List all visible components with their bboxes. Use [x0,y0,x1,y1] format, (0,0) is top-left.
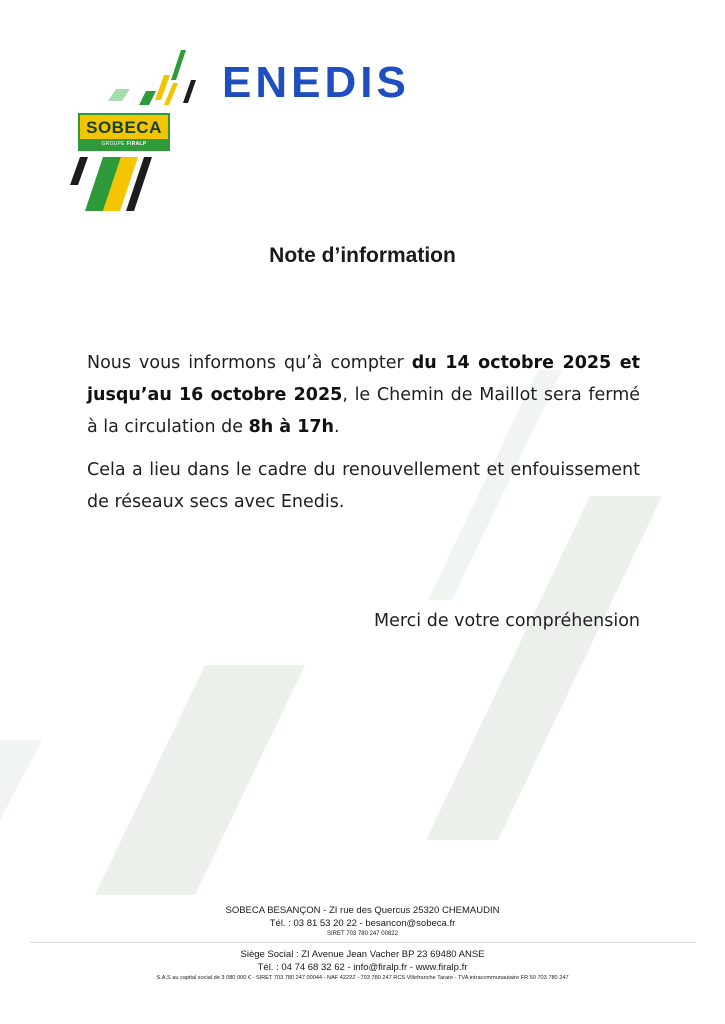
document-title: Note d’information [269,244,456,267]
sobeca-logo-text: SOBECA [86,118,162,137]
info-paragraph-reason: Cela a lieu dans le cadre du renouvellement et enfouissement de réseaux secs avec Enedis. [87,460,640,512]
closure-hours: 8h à 17h [248,417,335,437]
footer-agency-siret: SIRET 703 780 247 00822 [327,931,398,937]
thanks-line: Merci de votre compréhension [373,611,640,631]
sobeca-logo [78,113,170,151]
footer-headquarters-address: Siège Social : ZI Avenue Jean Vacher BP 23 69480 ANSE [240,949,485,960]
footer-headquarters-contact: Tél. : 04 74 68 32 62 - info@firalp.fr - www.firalp.fr [257,962,468,973]
enedis-logo: ENEDIS [222,58,410,107]
closure-dates: du 14 octobre 2025 et jusqu’au 16 octobre 2025 [87,353,640,405]
sobeca-logo-subtitle: GROUPE FIRALP [80,139,168,149]
footer-legal-mentions: S.A.S au capital social de 3 080 000 € - SIRET 703 780 247 00044 - NAF 4222Z - 703 780 247 RCS Villefranche Tarare - TVA intracommunautaire FR 50 703 780 247 [156,975,569,981]
footer-agency-address: SOBECA BESANÇON - ZI rue des Quercus 25320 CHEMAUDIN [225,905,500,916]
footer-divider [30,942,695,943]
info-paragraph-closure: Nous vous informons qu’à compter du 14 octobre 2025 et jusqu’au 16 octobre 2025, le Chemin de Maillot sera fermé à la circulation de 8h à 17h. [87,353,641,437]
footer-agency-contact: Tél. : 03 81 53 20 22 - besancon@sobeca.fr [269,918,456,929]
